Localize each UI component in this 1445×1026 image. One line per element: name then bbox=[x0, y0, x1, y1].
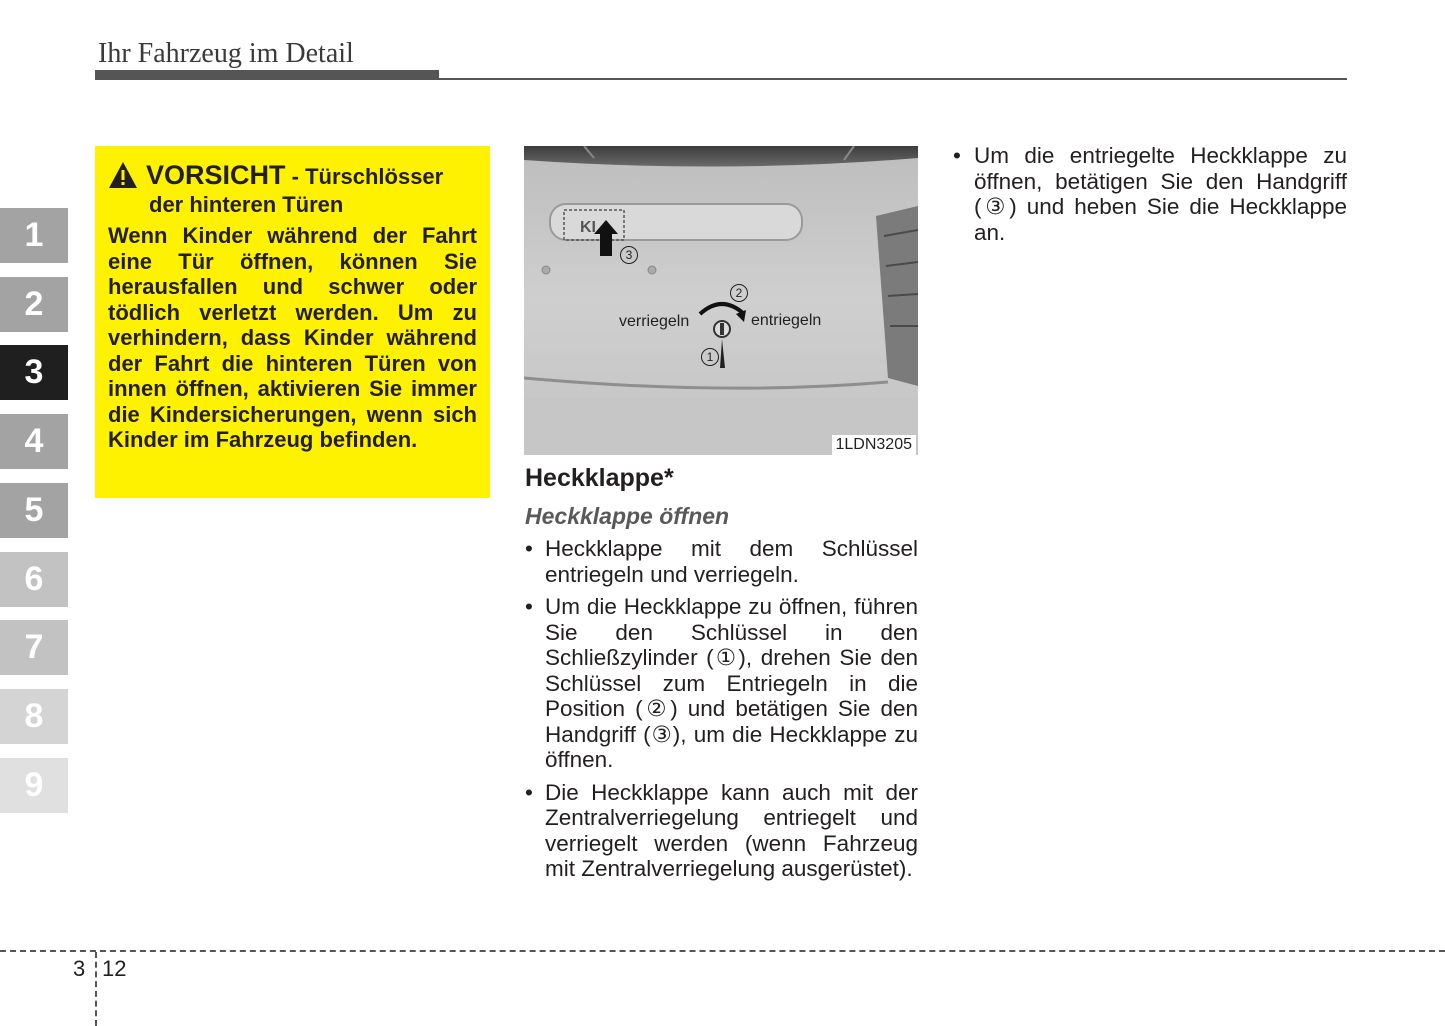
chapter-tab-2[interactable]: 2 bbox=[0, 277, 68, 332]
chapter-tab-9[interactable]: 9 bbox=[0, 758, 68, 813]
footer-vertical-divider bbox=[95, 952, 97, 1026]
callout-1: 1 bbox=[701, 348, 719, 366]
caution-heading bbox=[108, 160, 477, 192]
caution-body: Wenn Kinder während der Fahrt eine Tür öffnen, können Sie herausfallen und schwer oder tödlich verletzt werden. Um zu verhindern, dass Kinder während der Fahrt die hinteren Türen von innen öffnen, aktivieren Sie immer die Kindersicherungen, wenn sich Kinder im Fahrzeug befinden. bbox=[108, 223, 477, 452]
footer-divider bbox=[0, 950, 1445, 952]
list-item: • Um die Heckklappe zu öffnen, führen Sie den Schlüssel in den Schließzylinder (①), drehen Sie den Schlüssel zum Entriegeln in die Position (②) und betätigen Sie den Handgriff (③), um die Heckklappe zu öffnen. bbox=[525, 594, 918, 773]
header-bar-thick bbox=[95, 70, 439, 80]
chapter-tab-7[interactable]: 7 bbox=[0, 620, 68, 675]
section-subtitle: Heckklappe öffnen bbox=[525, 503, 730, 529]
list-item: • Heckklappe mit dem Schlüssel entriegeln und verriegeln. bbox=[525, 536, 918, 587]
label-verriegeln: verriegeln bbox=[619, 313, 690, 330]
caution-box bbox=[95, 146, 490, 498]
chapter-tab-1[interactable]: 1 bbox=[0, 208, 68, 263]
tailgate-figure bbox=[524, 146, 918, 455]
chapter-tab-3[interactable]: 3 bbox=[0, 345, 68, 400]
instruction-list bbox=[525, 536, 918, 889]
tailgate-illustration bbox=[524, 146, 918, 455]
svg-text:KI: KI bbox=[580, 219, 596, 236]
page-header-title: Ihr Fahrzeug im Detail bbox=[98, 38, 354, 69]
caution-title: VORSICHT bbox=[146, 160, 286, 190]
header-bar-thin bbox=[439, 78, 1347, 80]
label-entriegeln: entriegeln bbox=[751, 312, 822, 329]
chapter-tab-5[interactable]: 5 bbox=[0, 483, 68, 538]
caution-subtitle-2: der hinteren Türen bbox=[149, 192, 344, 217]
section-title: Heckklappe* bbox=[525, 464, 674, 492]
chapter-tab-6[interactable]: 6 bbox=[0, 552, 68, 607]
caution-subtitle-1: - Türschlösser bbox=[285, 164, 444, 189]
chapter-tab-8[interactable]: 8 bbox=[0, 689, 68, 744]
warning-triangle-icon bbox=[108, 161, 138, 189]
list-item: • Um die entriegelte Heckklappe zu öffnen, betätigen Sie den Handgriff (③) und heben Sie die Heckklappe an. bbox=[953, 143, 1347, 245]
callout-3: 3 bbox=[620, 246, 638, 264]
page-number: 12 bbox=[102, 956, 127, 981]
page-chapter-number: 3 bbox=[73, 956, 86, 981]
instruction-list-right bbox=[953, 143, 1347, 245]
callout-2: 2 bbox=[730, 284, 748, 302]
figure-code: 1LDN3205 bbox=[832, 435, 917, 455]
chapter-tab-4[interactable]: 4 bbox=[0, 414, 68, 469]
list-item: • Die Heckklappe kann auch mit der Zentralverriegelung entriegelt und verriegelt werden (wenn Fahrzeug mit Zentralverriegelung ausgerüstet). bbox=[525, 780, 918, 882]
